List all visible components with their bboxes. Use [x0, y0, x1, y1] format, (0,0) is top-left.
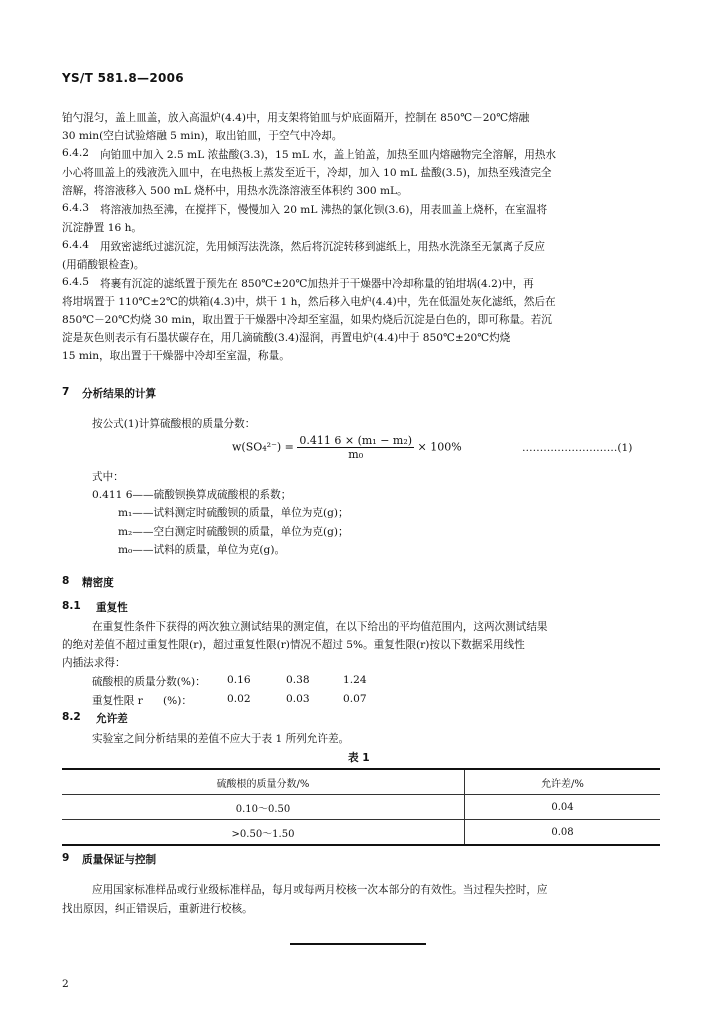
repeatability-label: 重复性限 r (%)： — [92, 695, 192, 707]
subsection-number: 8.2 — [62, 711, 81, 723]
formula-fraction — [297, 434, 414, 461]
repeatability-value: 0.07 — [343, 693, 367, 705]
subsection-title: 重复性 — [96, 602, 128, 614]
repeatability-value: 0.02 — [227, 693, 251, 705]
body-line: 850℃－20℃灼烧 30 min，取出置于干燥器中冷却至室温，如果灼烧后沉淀是白色的，即可称量。若沉 — [62, 314, 552, 326]
repeatability-value: 0.16 — [227, 674, 251, 686]
table-row — [62, 820, 660, 846]
table-cell: 0.10～0.50 — [62, 795, 465, 820]
table-header-cell: 硫酸根的质量分数/% — [62, 769, 465, 795]
body-line: (用硝酸银检查)。 — [62, 259, 145, 271]
table-header-cell: 允许差/% — [465, 769, 661, 795]
body-line: 实验室之间分析结果的差值不应大于表 1 所列允许差。 — [92, 733, 350, 745]
section-number: 7 — [62, 386, 70, 398]
tolerance-table — [62, 768, 660, 846]
table-cell: >0.50～1.50 — [62, 820, 465, 846]
table-row — [62, 795, 660, 820]
body-line: 用致密滤纸过滤沉淀，先用倾泻法洗涤，然后将沉淀转移到滤纸上，用热水洗涤至无氯离子反应 — [100, 241, 545, 253]
repeatability-value: 0.38 — [286, 674, 310, 686]
table-caption: 表 1 — [348, 752, 370, 764]
clause-number: 6.4.4 — [62, 239, 89, 251]
page-number: 2 — [62, 978, 69, 990]
body-line: 在重复性条件下获得的两次独立测试结果的测定值，在以下给出的平均值范围内，这两次测试结果 — [92, 621, 548, 633]
section-title: 精密度 — [82, 577, 114, 589]
body-line: 将坩埚置于 110℃±2℃的烘箱(4.3)中，烘干 1 h，然后移入电炉(4.4)中，先在低温处灰化滤纸，然后在 — [62, 296, 556, 308]
formula-denominator: m₀ — [348, 448, 364, 461]
body-line: 应用国家标准样品或行业级标准样品，每月或每两月校核一次本部分的有效性。当过程失控时，应 — [92, 884, 548, 896]
table-header-row — [62, 769, 660, 795]
clause-number: 6.4.2 — [62, 147, 89, 159]
section-title: 质量保证与控制 — [82, 854, 157, 866]
subsection-number: 8.1 — [62, 600, 81, 612]
table-cell: 0.04 — [465, 795, 661, 820]
body-line: 30 min(空白试验熔融 5 min)，取出铂皿，于空气中冷却。 — [62, 130, 343, 142]
variable-definition: 0.411 6——硫酸钡换算成硫酸根的系数； — [92, 489, 292, 501]
table-cell: 0.08 — [465, 820, 661, 846]
document-id: YS/T 581.8—2006 — [62, 71, 184, 85]
formula-rhs: × 100% — [414, 440, 462, 454]
body-line: 15 min，取出置于干燥器中冷却至室温，称量。 — [62, 350, 290, 362]
body-line: 向铂皿中加入 2.5 mL 浓盐酸(3.3)，15 mL 水，盖上铂盖，加热至皿内熔融物完全溶解，用热水 — [100, 149, 557, 161]
body-line: 溶解，将溶液移入 500 mL 烧杯中，用热水洗涤溶液至体积约 300 mL。 — [62, 185, 408, 197]
repeatability-value: 1.24 — [343, 674, 367, 686]
body-line: 将溶液加热至沸，在搅拌下，慢慢加入 20 mL 沸热的氯化钡(3.6)，用表皿盖上烧杯，在室温将 — [100, 204, 548, 216]
end-rule — [290, 943, 426, 945]
body-line: 找出原因，纠正错误后，重新进行校核。 — [62, 903, 253, 915]
subsection-title: 允许差 — [96, 713, 128, 725]
repeatability-label: 硫酸根的质量分数(%)： — [92, 676, 206, 688]
repeatability-value: 0.03 — [286, 693, 310, 705]
formula-number: ………………………(1) — [522, 442, 633, 454]
body-line: 小心将皿盖上的残液洗入皿中，在电热板上蒸发至近干，冷却，加入 10 mL 盐酸(3.5)，加热至残渣完全 — [62, 167, 552, 179]
body-line: 淀是灰色则表示有石墨状碳存在，用几滴硫酸(3.4)湿润，再置电炉(4.4)中于 850℃±20℃灼烧 — [62, 332, 511, 344]
variable-definition: m₁——试料测定时硫酸钡的质量，单位为克(g)； — [118, 507, 349, 519]
body-line: 内插法求得： — [62, 657, 126, 669]
formula — [232, 434, 462, 461]
section-number: 8 — [62, 575, 70, 587]
formula-numerator: 0.411 6 × (m₁ − m₂) — [299, 434, 413, 447]
clause-number: 6.4.5 — [62, 276, 89, 288]
where-label: 式中： — [92, 471, 124, 483]
body-line: 将裹有沉淀的滤纸置于预先在 850℃±20℃加热并于干燥器中冷却称量的铂坩埚(4.2)中，再 — [100, 278, 534, 290]
body-line: 按公式(1)计算硫酸根的质量分数： — [92, 418, 256, 430]
variable-definition: m₀——试料的质量，单位为克(g)。 — [118, 544, 286, 556]
section-number: 9 — [62, 852, 70, 864]
body-line: 铂勺混匀，盖上皿盖，放入高温炉(4.4)中，用支架将铂皿与炉底面隔开，控制在 850℃－20℃熔融 — [62, 112, 530, 124]
body-line: 沉淀静置 16 h。 — [62, 222, 143, 234]
variable-definition: m₂——空白测定时硫酸钡的质量，单位为克(g)； — [118, 526, 349, 538]
body-line: 的绝对差值不超过重复性限(r)，超过重复性限(r)情况不超过 5%。重复性限(r)按以下数据采用线性 — [62, 639, 525, 651]
section-title: 分析结果的计算 — [82, 388, 157, 400]
formula-lhs: w(SO₄²⁻) = — [232, 440, 298, 454]
clause-number: 6.4.3 — [62, 202, 89, 214]
